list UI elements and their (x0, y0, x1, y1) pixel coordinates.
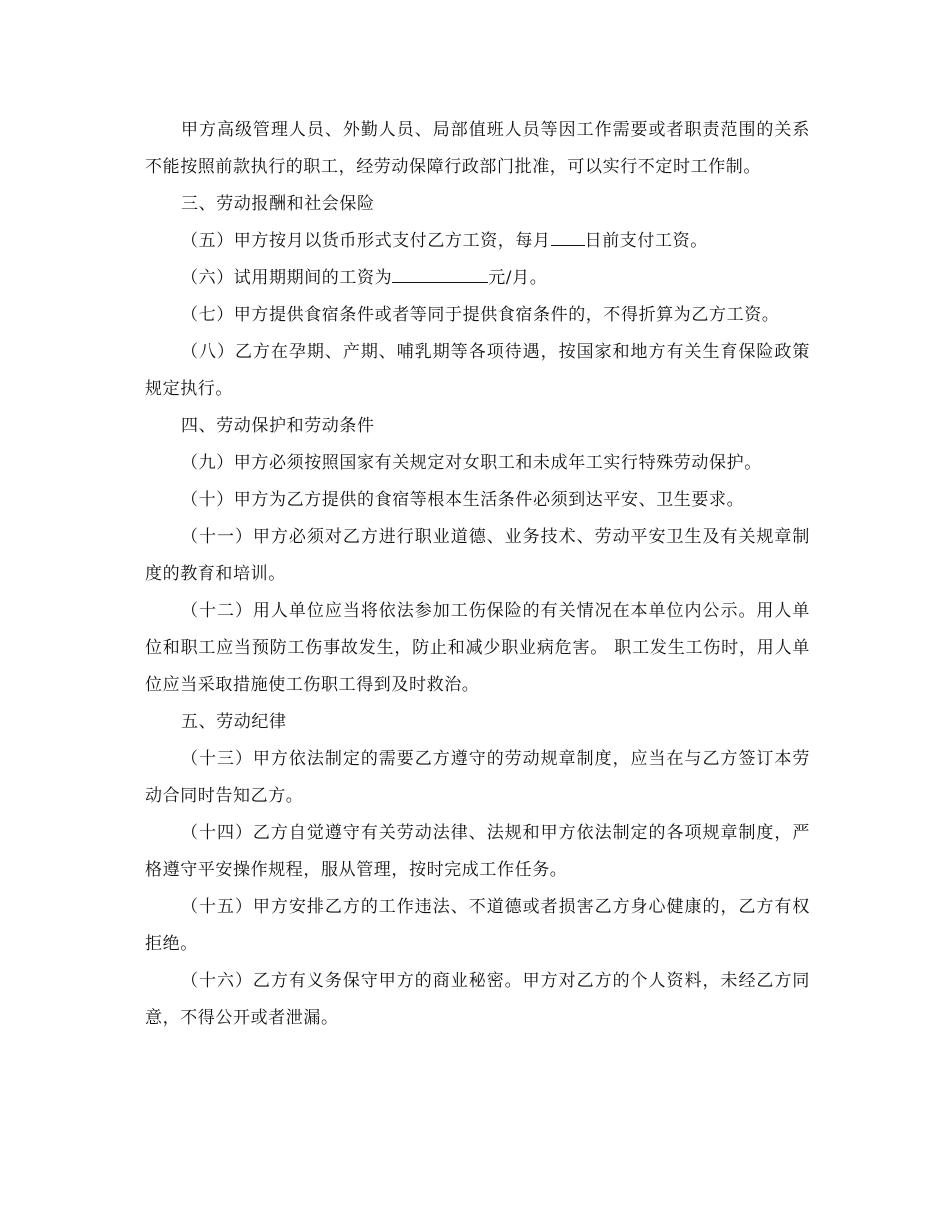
document-page (145, 112, 810, 1037)
clause-8-maternity: （八）乙方在孕期、产期、哺乳期等各项待遇，按国家和地方有关生育保险政策规定执行。 (145, 342, 810, 399)
paragraph-work-hours: 甲方高级管理人员、外勤人员、局部值班人员等因工作需要或者职责范围的关系不能按照前款执行的职工，经劳动保障行政部门批准，可以实行不定时工作制。 (145, 120, 810, 177)
section-heading-discipline: 五、劳动纪律 (181, 712, 287, 732)
clause-10-living-conditions: （十）甲方为乙方提供的食宿等根本生活条件必须到达平安、卫生要求。 (181, 490, 745, 510)
clause-14-compliance: （十四）乙方自觉遵守有关劳动法律、法规和甲方依法制定的各项规章制度，严格遵守平安操作规程，服从管理，按时完成工作任务。 (145, 823, 810, 880)
clause-11-training: （十一）甲方必须对乙方进行职业道德、业务技术、劳动平安卫生及有关规章制度的教育和培训。 (145, 527, 810, 584)
clause-16-confidentiality: （十六）乙方有义务保守甲方的商业秘密。甲方对乙方的个人资料，未经乙方同意，不得公开或者泄漏。 (145, 971, 810, 1028)
payday-blank (551, 227, 585, 246)
section-heading-remuneration: 三、劳动报酬和社会保险 (181, 194, 375, 214)
clause-5-salary-payment: （五）甲方按月以货币形式支付乙方工资，每月 日前支付工资。 (145, 223, 810, 260)
clause-12-injury-insurance: （十二）用人单位应当将依法参加工伤保险的有关情况在本单位内公示。用人单位和职工应当预防工伤事故发生，防止和减少职业病危害。 职工发生工伤时，用人单位应当采取措施使工伤职工得到及时救治。 (145, 601, 810, 695)
clause-7-room-board: （七）甲方提供食宿条件或者等同于提供食宿条件的，不得折算为乙方工资。 (181, 305, 780, 325)
clause-9-special-protection: （九）甲方必须按照国家有关规定对女职工和未成年工实行特殊劳动保护。 (181, 453, 762, 473)
section-heading-protection: 四、劳动保护和劳动条件 (181, 416, 375, 436)
probation-salary-blank (392, 264, 488, 283)
clause-13-rules-notice: （十三）甲方依法制定的需要乙方遵守的劳动规章制度，应当在与乙方签订本劳动合同时告知乙方。 (145, 749, 810, 806)
clause-15-right-to-refuse: （十五）甲方安排乙方的工作违法、不道德或者损害乙方身心健康的，乙方有权拒绝。 (145, 897, 810, 954)
clause-6-probation-salary: （六）试用期期间的工资为 元/月。 (145, 260, 810, 297)
